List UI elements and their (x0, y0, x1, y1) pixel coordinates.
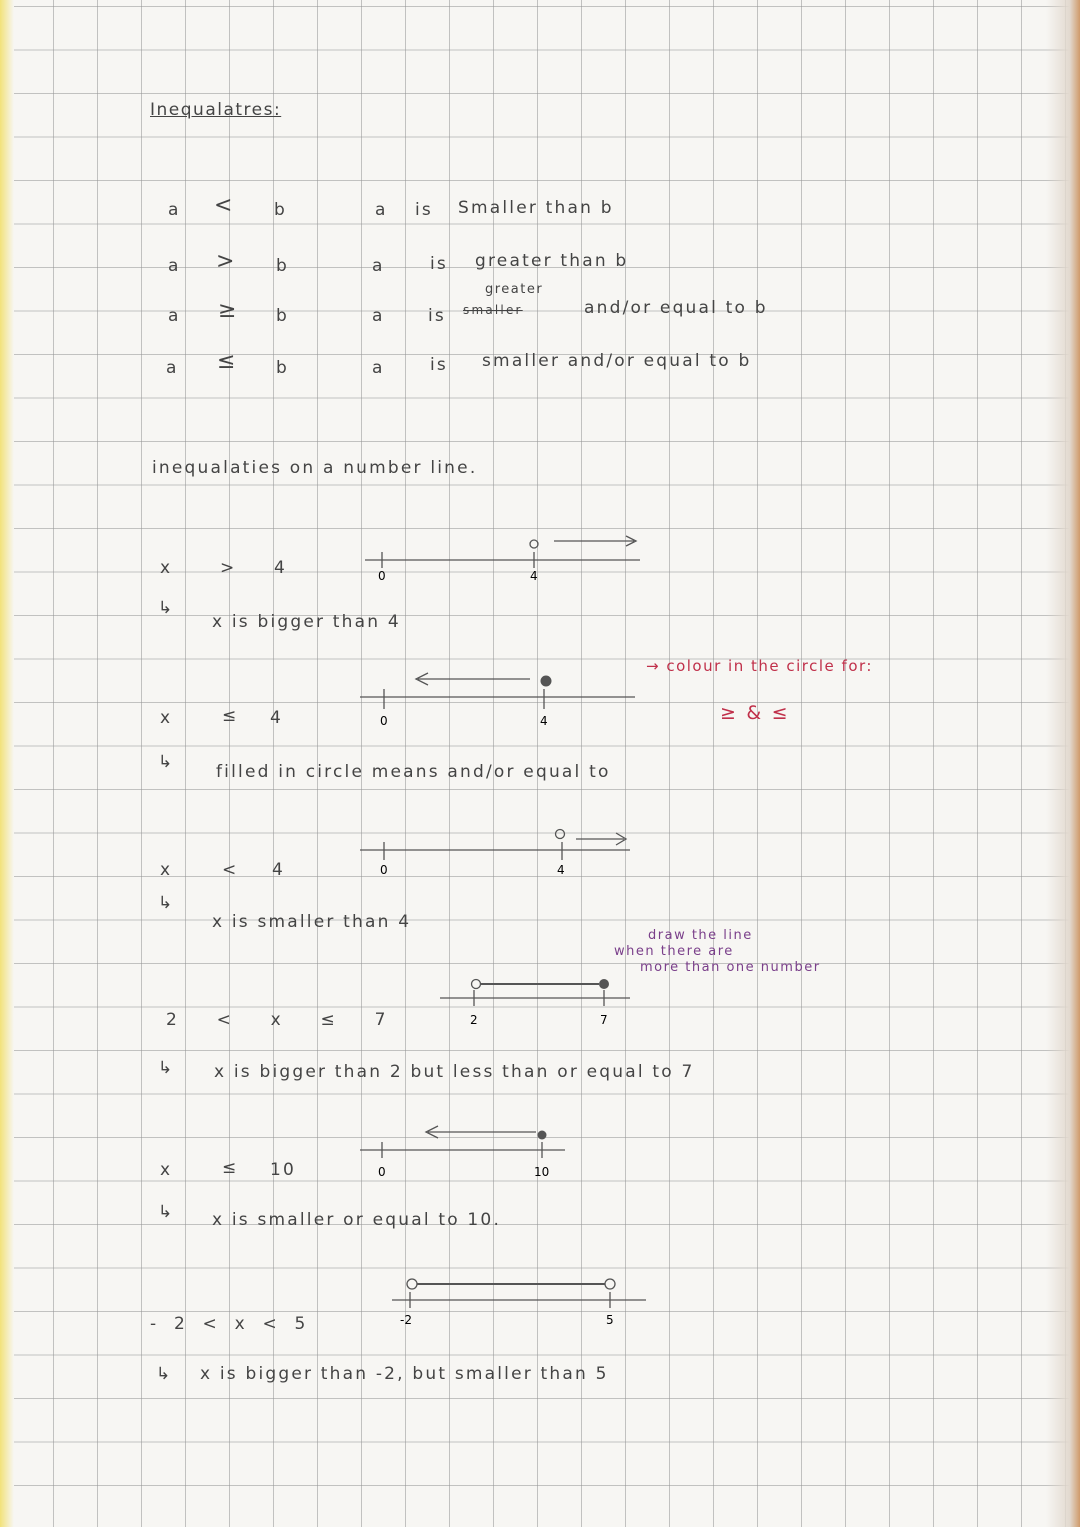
lhs: x (160, 1160, 173, 1180)
operator: < (222, 860, 239, 880)
var-a: a (166, 358, 179, 378)
explanation: x is bigger than -2, but smaller than 5 (200, 1364, 609, 1384)
var-b: b (276, 358, 289, 378)
lhs: x (160, 708, 173, 728)
arrow-icon: ↳ (158, 752, 175, 772)
expression: - 2 < x < 5 (150, 1314, 308, 1334)
rhs: 4 (270, 708, 284, 728)
rhs: 4 (272, 860, 286, 880)
correction-word: greater (485, 282, 544, 297)
struck-word: smaller (463, 303, 523, 317)
verb: is (430, 254, 448, 274)
page-title: Inequalatres: (150, 100, 282, 120)
var-b: b (276, 306, 289, 326)
filled-circle (599, 979, 609, 989)
operator: ≤ (222, 1158, 239, 1178)
meaning: and/or equal to b (584, 298, 768, 318)
verb: is (430, 355, 448, 375)
lhs: x (160, 558, 173, 578)
colour-symbols: ≥ & ≤ (720, 702, 790, 724)
tick-label: 7 (600, 1013, 608, 1027)
explanation: x is smaller or equal to 10. (212, 1210, 502, 1230)
page-edge-left (0, 0, 14, 1527)
tick-label: 10 (534, 1165, 550, 1179)
tick-label: -2 (400, 1313, 412, 1327)
less-equal-symbol: ≤ (217, 349, 236, 374)
explanation: x is bigger than 2 but less than or equal to 7 (214, 1062, 695, 1082)
meaning: greater than b (475, 251, 629, 271)
open-circle (472, 980, 481, 989)
var-a: a (168, 256, 181, 276)
less-than-symbol: < (214, 193, 233, 218)
number-line (350, 822, 650, 882)
rhs: 4 (274, 558, 288, 578)
greater-than-symbol: > (216, 249, 235, 274)
var-a: a (168, 306, 181, 326)
filled-circle (538, 1131, 547, 1140)
open-circle (556, 830, 565, 839)
subheading: inequalaties on a number line. (152, 458, 478, 478)
verb: is (415, 200, 433, 220)
number-line (380, 1272, 660, 1332)
operator: ≤ (222, 706, 239, 726)
line-note-1: draw the line (648, 928, 753, 943)
subject: a (375, 200, 388, 220)
line-note-2: when there are (614, 944, 734, 959)
verb: is (428, 306, 446, 326)
tick-label: 0 (380, 863, 388, 877)
page-edge-right (1046, 0, 1080, 1527)
lhs: x (160, 860, 173, 880)
colour-note: → colour in the circle for: (646, 657, 873, 675)
arrow-icon: ↳ (158, 1058, 175, 1078)
subject: a (372, 358, 385, 378)
filled-circle (541, 676, 551, 686)
explanation: x is smaller than 4 (212, 912, 412, 932)
number-line (350, 528, 650, 588)
meaning: Smaller than b (458, 198, 614, 218)
tick-label: 5 (606, 1313, 614, 1327)
tick-label: 2 (470, 1013, 478, 1027)
open-circle (530, 540, 538, 548)
arrow-icon: ↳ (156, 1364, 173, 1384)
var-b: b (276, 256, 289, 276)
subject: a (372, 256, 385, 276)
operator: > (220, 558, 237, 578)
subject: a (372, 306, 385, 326)
tick-label: 0 (380, 714, 388, 728)
tick-label: 4 (557, 863, 565, 877)
tick-label: 0 (378, 569, 386, 583)
arrow-icon: ↳ (158, 598, 175, 618)
tick-label: 0 (378, 1165, 386, 1179)
explanation: filled in circle means and/or equal to (216, 762, 611, 782)
rhs: 10 (270, 1160, 297, 1180)
explanation: x is bigger than 4 (212, 612, 401, 632)
var-a: a (168, 200, 181, 220)
tick-label: 4 (540, 714, 548, 728)
arrow-icon: ↳ (158, 1202, 175, 1222)
number-line (350, 665, 650, 730)
greater-equal-symbol: ≥ (218, 298, 237, 323)
open-circle (605, 1279, 615, 1289)
line-note-3: more than one number (640, 960, 821, 975)
expression: 2 < x ≤ 7 (166, 1010, 388, 1030)
open-circle (407, 1279, 417, 1289)
number-line (430, 972, 650, 1032)
var-b: b (274, 200, 287, 220)
number-line (350, 1120, 580, 1185)
arrow-icon: ↳ (158, 893, 175, 913)
meaning: smaller and/or equal to b (482, 351, 752, 371)
tick-label: 4 (530, 569, 538, 583)
